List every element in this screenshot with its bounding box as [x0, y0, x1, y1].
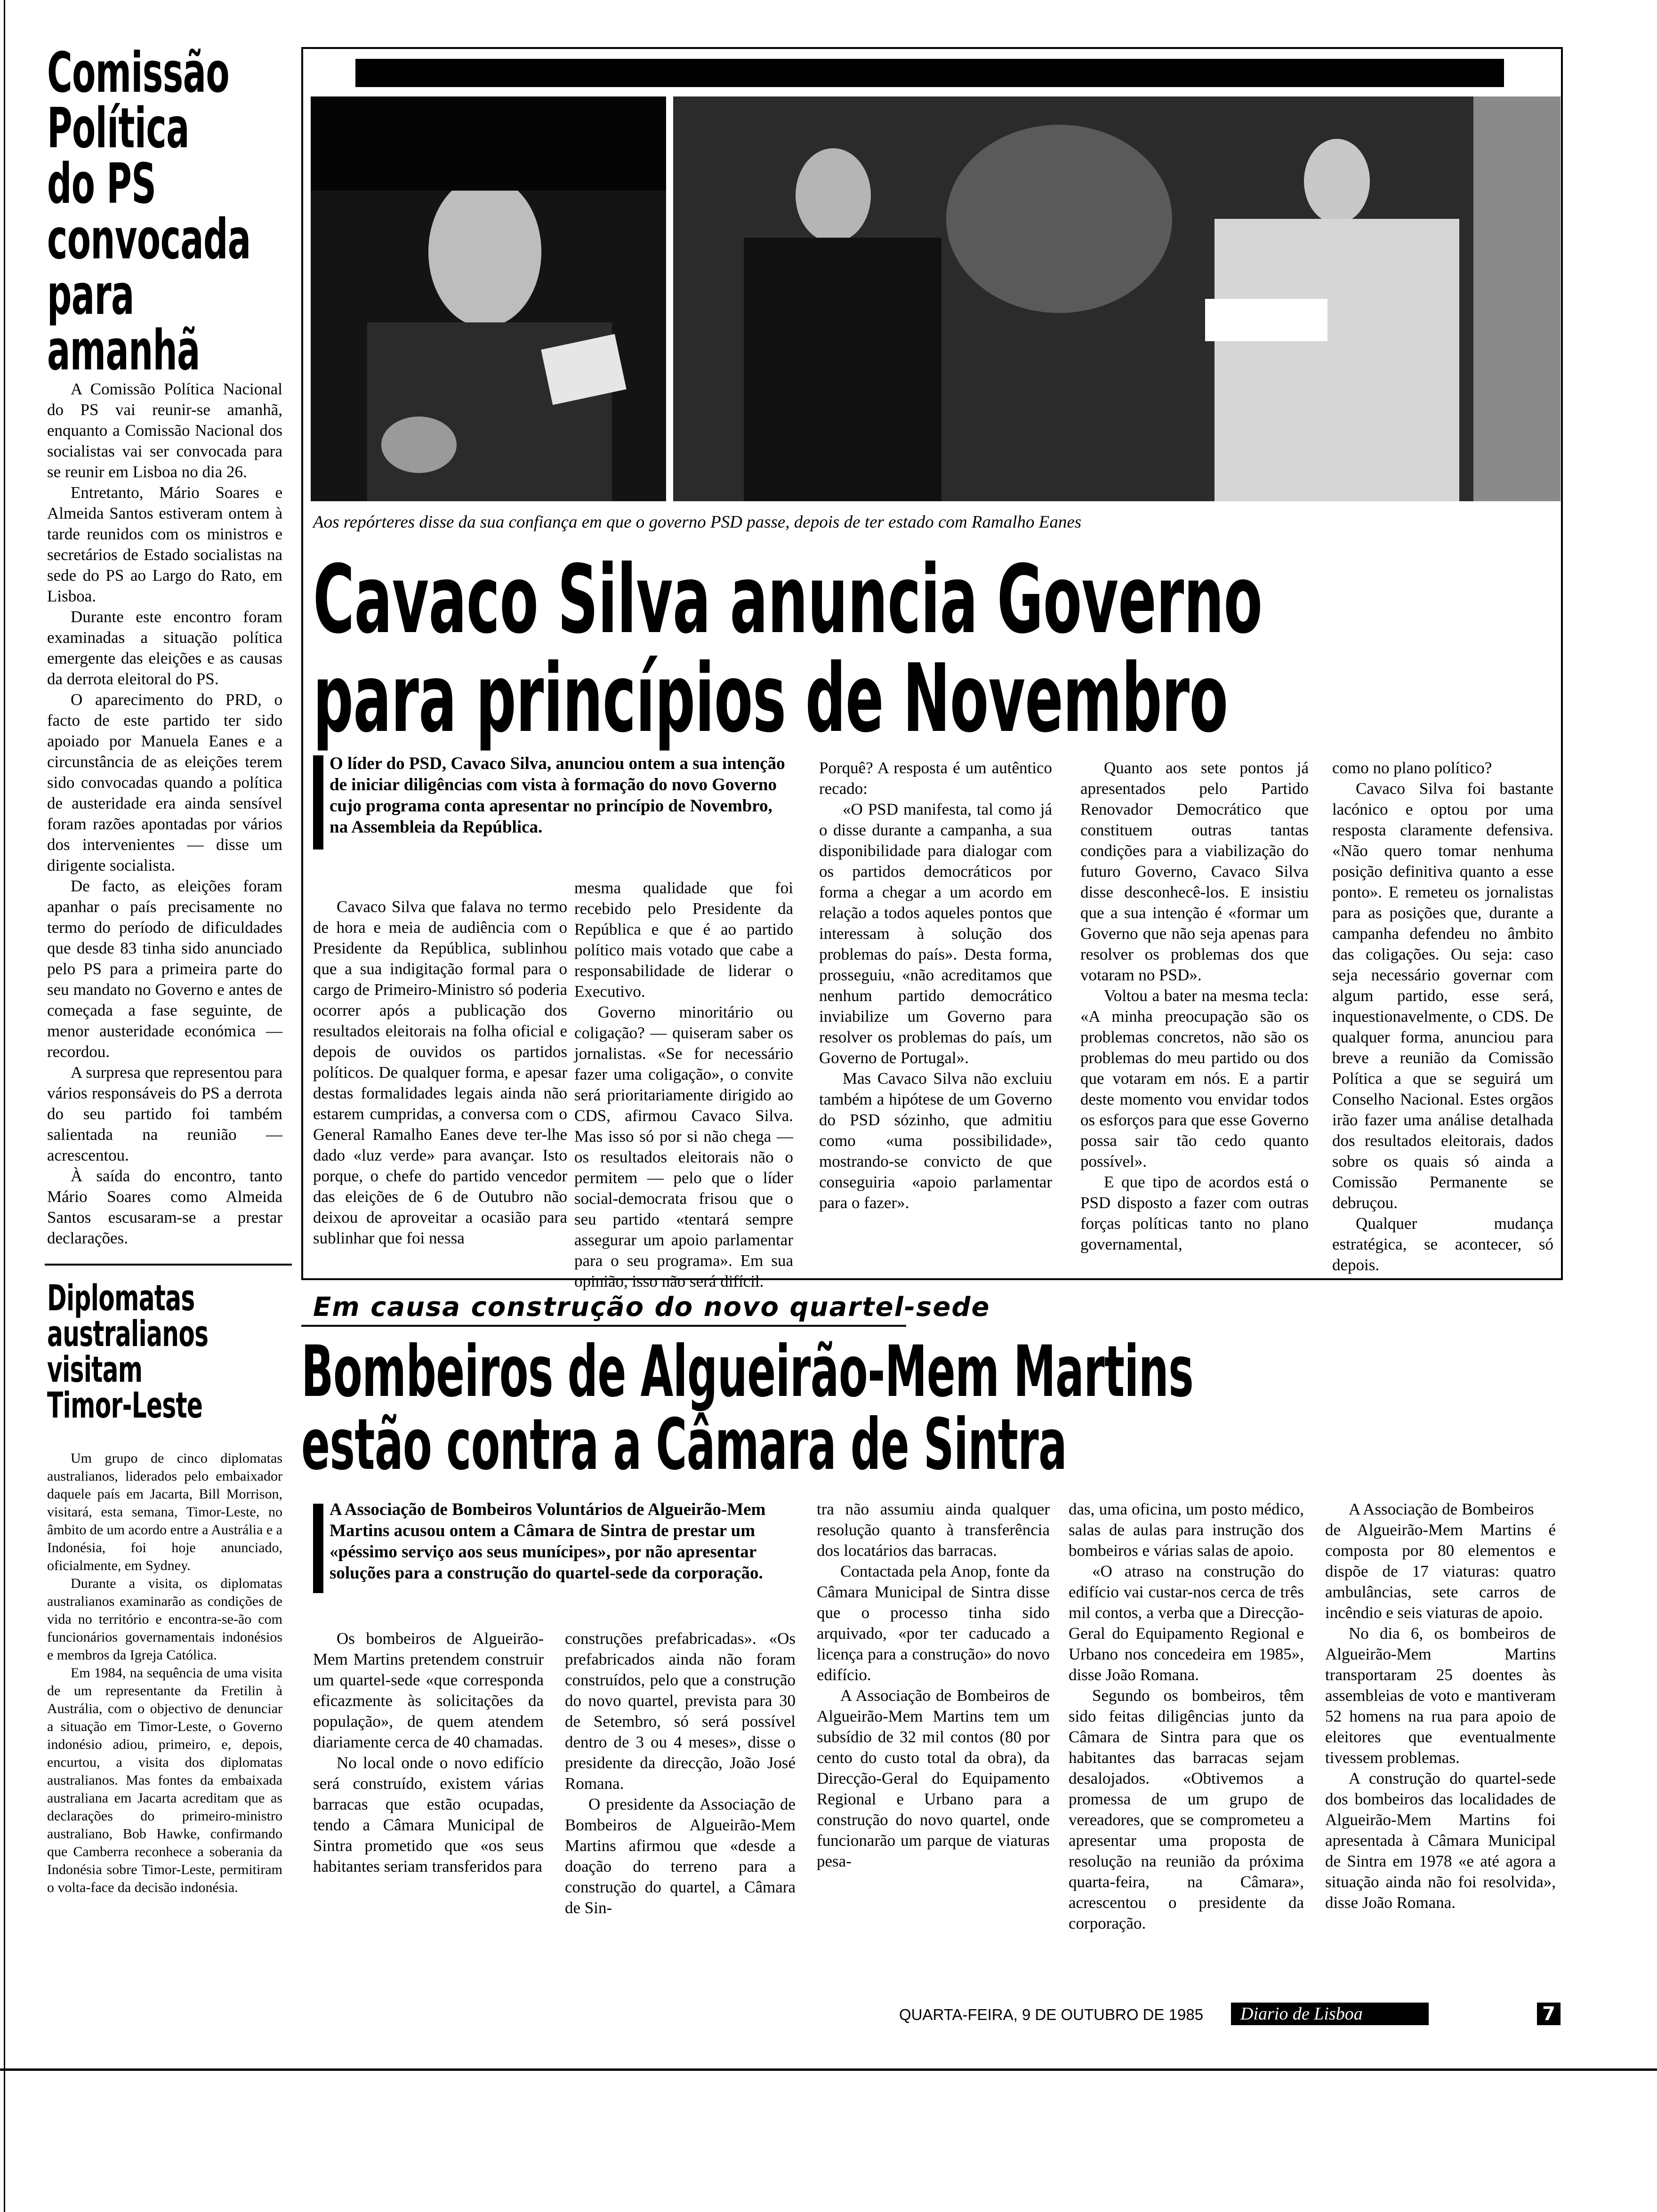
main-headline-line1: Cavaco Silva anuncia Governo	[313, 545, 1263, 655]
second-headline-line1: Bombeiros de Algueirão-Mem Martins	[301, 1331, 1194, 1413]
paragraph: A Associação de Bombeiros	[1349, 1500, 1534, 1518]
paragraph: De facto, as eleições foram apanhar o país precisamente no termo do período de dificuldades que desde 83 tinha sido anunciado pelo PS para a primeira parte do seu mandato no Governo e antes de começada a fase seguinte, de menor austeridade económica — recordou.	[47, 877, 282, 1061]
divider	[45, 1264, 292, 1266]
paragraph: construções prefabricadas». «Os prefabricados ainda não foram construídos, pelo que a construção do novo quartel, prevista para 30 de Setembro, só será possível dentro de 3 ou 4 meses», disse o presidente da direcção, João José Romana.	[565, 1629, 796, 1793]
paragraph: Segundo os bombeiros, têm sido feitas diligências junto da Câmara de Sintra para que os habitantes das barracas sejam desalojados. «Obtivemos a promessa de um grupo de vereadores, que se comprometeu a apresentar uma proposta de resolução na reunião da próxima quarta-feira, na Câmara», acrescentou o presidente da corporação.	[1069, 1686, 1304, 1932]
side1-headline-line: do PS	[47, 151, 156, 216]
paragraph: Durante este encontro foram examinadas a situação política emergente das eleições e as causas da derrota eleitoral do PS.	[47, 608, 282, 688]
paragraph: Os bombeiros de Algueirão-Mem Martins pretendem construir um quartel-sede «que corresponda eficazmente às solicitações da população», de quem atendem diariamente cerca de 40 chamadas.	[313, 1629, 544, 1751]
photo-cavaco-eanes	[673, 96, 1560, 501]
issue-date: QUARTA-FEIRA, 9 DE OUTUBRO DE 1985	[899, 2006, 1204, 2023]
paragraph: À saída do encontro, tanto Mário Soares como Almeida Santos escusaram-se a prestar declarações.	[47, 1167, 282, 1247]
paragraph: Porquê? A resposta é um autêntico recado:	[819, 759, 1052, 798]
top-black-bar	[355, 59, 1504, 87]
paragraph: O presidente da Associação de Bombeiros de Algueirão-Mem Martins afirmou que «desde a doação do terreno para a construção do quartel, a Câmara de Sin-	[565, 1795, 796, 1917]
paragraph: Voltou a bater na mesma tecla: «A minha preocupação são os problemas concretos, não são os problemas do meu partido ou dos que votaram em nós. E a partir deste momento vou envidar todos os esforços para que esse Governo possa sair tão cedo quanto possível».	[1080, 986, 1309, 1170]
paragraph: Entretanto, Mário Soares e Almeida Santos estiveram ontem à tarde reunidos com os ministros e secretários de Estado socialistas na sede do PS ao Largo do Rato, em Lisboa.	[47, 483, 282, 605]
side1-headline-line: amanhã	[47, 318, 200, 383]
second-col-1	[313, 1628, 544, 1996]
second-col-5	[1325, 1499, 1556, 1996]
photo-cavaco-reporters	[311, 96, 666, 501]
main-col-2	[574, 878, 793, 1290]
main-col-5	[1332, 758, 1553, 1274]
photo-caption: Aos repórteres disse da sua confiança em que o governo PSD passe, depois de ter estado com Ramalho Eanes	[313, 513, 1082, 532]
side1-headline-line: Comissão	[47, 40, 230, 105]
masthead: Diario de Lisboa	[1231, 2003, 1429, 2025]
lead-marker	[313, 755, 323, 850]
side2-headline-line: Timor-Leste	[47, 1384, 203, 1426]
paragraph: A Comissão Política Nacional do PS vai reunir-se amanhã, enquanto a Comissão Nacional dos socialistas vai ser convocada para se reunir em Lisboa no dia 26.	[47, 380, 282, 481]
kicker-underline	[301, 1325, 906, 1327]
paragraph: Qualquer mudança estratégica, se acontecer, só depois.	[1332, 1214, 1553, 1274]
paragraph: No dia 6, os bombeiros de Algueirão-Mem Martins transportaram 25 doentes às assembleias de voto e mantiveram 52 homens na rua para apoio de eleitores que eventualmente tivessem problemas.	[1325, 1624, 1556, 1767]
paragraph: «O atraso na construção do edifício vai custar-nos cerca de três mil contos, a verba que a Direcção-Geral do Equipamento Regional e Urbano nos concedeira em 1985», disse João Romana.	[1069, 1562, 1304, 1684]
paragraph: Cavaco Silva que falava no termo de hora e meia de audiência com o Presidente da República, sublinhou que a sua indigitação formal para o cargo de Primeiro-Ministro só poderia ocorrer após a publicação dos resultados eleitorais na folha oficial e depois de ouvidos os partidos políticos. De qualquer forma, e apesar destas formalidades legais ainda não estarem cumpridas, a conversa com o General Ramalho Eanes deve ter-lhe dado «luz verde» para avançar. Isto porque, o chefe do partido vencedor das eleições de 6 de Outubro não deixou de aproveitar a ocasião para sublinhar que foi nessa	[313, 898, 567, 1247]
side1-body	[47, 379, 282, 1259]
second-col-3	[817, 1499, 1050, 1996]
second-kicker: Em causa construção do novo quartel-sede	[313, 1292, 990, 1322]
second-col-2	[565, 1628, 796, 1996]
paragraph: Governo minoritário ou coligação? — quiseram saber os jornalistas. «Se for necessário fazer uma coligação», o convite será prioritariamente dirigido ao CDS, afirmou Cavaco Silva. Mas isso só por si não chega — os resultados eleitorais não o permitem — pelo que o líder social-democrata frisou que o seu partido «tentará sempre assegurar um apoio parlamentar para o seu programa». Em sua opinião, isso não será difícil.	[574, 1003, 793, 1290]
paragraph: de Algueirão-Mem Martins é composta por 80 elementos e dispõe de 17 viaturas: quatro ambulâncias, sete carros de incêndio e seis viaturas de apoio.	[1325, 1521, 1556, 1622]
side2-headline-line: visitam	[47, 1348, 143, 1390]
side1-headline-line: convocada	[47, 207, 251, 272]
photo-image	[673, 96, 1560, 501]
side1-headline	[47, 40, 292, 383]
paragraph: A Associação de Bombeiros de Algueirão-Mem Martins tem um subsídio de 32 mil contos (80 por cento do custo total da obra), da Direcção-Geral do Equipamento Regional e Urbano para a construção do novo quartel, onde funcionarão um parque de viaturas pesa-	[817, 1686, 1050, 1870]
paragraph: Quanto aos sete pontos já apresentados pelo Partido Renovador Democrático que constituem outras tantas condições para a viabilização do futuro Governo, Cavaco Silva disse desconhecê-los. E insistiu que a sua intenção é «formar um Governo que não seja apenas para resolver os problemas dos que votaram no PSD».	[1080, 759, 1309, 984]
paragraph: Durante a visita, os diplomatas australianos examinarão as condições de vida no território e encontra-se-ão com funcionários governamentais indonésios e membros da Igreja Católica.	[47, 1576, 282, 1663]
paragraph: mesma qualidade que foi recebido pelo Presidente da República e que é ao partido político mais votado que cabe a responsabilidade de liderar o Executivo.	[574, 879, 793, 1001]
page-number: 7	[1537, 2003, 1560, 2025]
lead-marker	[313, 1504, 323, 1593]
main-col-3	[819, 758, 1052, 1264]
main-col-4	[1080, 758, 1309, 1264]
paragraph: das, uma oficina, um posto médico, salas de aulas para instrução dos bombeiros e várias salas de apoio.	[1069, 1500, 1304, 1560]
paragraph: Contactada pela Anop, fonte da Câmara Municipal de Sintra disse que o processo tinha sido arquivado, «por ter caducado a licença para a construção» do novo edifício.	[817, 1562, 1050, 1684]
paragraph: Mas Cavaco Silva não excluiu também a hipótese de um Governo do PSD sózinho, que admitiu como «uma possibilidade», mostrando-se convicto de que conseguiria «apoio parlamentar para o fazer».	[819, 1069, 1052, 1212]
paragraph: como no plano político?	[1332, 759, 1492, 777]
paragraph: No local onde o novo edifício será construído, existem várias barracas que estão ocupadas, tendo a Câmara Municipal de Sintra prometido que «os seus habitantes seriam transferidos para	[313, 1754, 544, 1875]
paragraph: Em 1984, na sequência de uma visita de um representante da Fretilin à Austrália, com o objectivo de denunciar a situação em Timor-Leste, o Governo indonésio adiou, primeiro, e, depois, encurtou, a visita dos diplomatas australianos. Mas fontes da embaixada australiana em Jacarta acreditam que as declarações do primeiro-ministro australiano, Bob Hawke, confirmando que Camberra reconhece a soberania da Indonésia sobre Timor-Leste, permitiram o volta-face da decisão indonésia.	[47, 1665, 282, 1895]
side1-headline-line: para	[47, 262, 134, 327]
paragraph: tra não assumiu ainda qualquer resolução quanto à transferência dos locatários das barracas.	[817, 1500, 1050, 1560]
page-bottom-rule	[0, 2068, 1657, 2071]
side2-headline	[47, 1277, 292, 1426]
paragraph: E que tipo de acordos está o PSD disposto a fazer com outras forças políticas tanto no plano governamental,	[1080, 1173, 1309, 1253]
main-lead: O líder do PSD, Cavaco Silva, anunciou ontem a sua intenção de iniciar diligências com vista à formação do novo Governo cujo programa conta apresentar no princípio de Novembro, na Assembleia da República.	[330, 754, 785, 837]
paragraph: A surpresa que representou para vários responsáveis do PS a derrota do seu partido foi também salientada na reunião — acrescentou.	[47, 1063, 282, 1164]
photo-image	[311, 96, 666, 501]
main-headline-line2: para princípios de Novembro	[313, 644, 1228, 753]
main-col-1	[313, 897, 567, 1264]
second-headline-line2: estão contra a Câmara de Sintra	[301, 1404, 1067, 1486]
paragraph: «O PSD manifesta, tal como já o disse durante a campanha, a sua disponibilidade para dialogar com os partidos democráticos por forma a chegar a um acordo em relação a todos aqueles pontos que interessam à solução dos problemas do país». Desta forma, prosseguiu, «não acreditamos que nenhum partido democrático inviabilize um Governo para resolver os problemas do país, um Governo de Portugal».	[819, 800, 1052, 1067]
page-left-edge	[4, 0, 5, 2212]
paragraph: Cavaco Silva foi bastante lacónico e optou por uma resposta claramente defensiva. «Não quero tomar nenhuma posição definitiva quanto a esse ponto». E remeteu os jornalistas para as posições que, durante a campanha defendeu no âmbito das coligações. Ou seja: caso seja necessário governar com algum partido, esse será, inquestionavelmente, o CDS. De qualquer forma, anunciou para breve a reunião da Comissão Política a que se seguirá um Conselho Nacional. Estes orgãos irão fazer uma análise detalhada dos resultados eleitorais, dados sobre os quais só ainda a Comissão Permanente se debruçou.	[1332, 779, 1553, 1212]
side1-headline-line: Política	[47, 96, 189, 160]
second-lead: A Associação de Bombeiros Voluntários de Algueirão-Mem Martins acusou ontem a Câmara de Sintra de prestar um «péssimo serviço aos seus munícipes», por não apresentar soluções para a construção do quartel-sede da corporação.	[330, 1500, 766, 1583]
second-col-4	[1069, 1499, 1304, 1996]
paragraph: O aparecimento do PRD, o facto de este partido ter sido apoiado por Manuela Eanes e a circunstância de as eleições terem sido convocadas quando a política de austeridade era ainda sensível foram razões apontadas por vários dos intervenientes — disse um dirigente socialista.	[47, 690, 282, 874]
paragraph: Um grupo de cinco diplomatas australianos, liderados pelo embaixador daquele país em Jacarta, Bill Morrison, visitará, esta semana, Timor-Leste, no âmbito de um acordo entre a Austrália e a Indonésia, foi hoje anunciado, oficialmente, em Sydney.	[47, 1451, 282, 1573]
side2-body	[47, 1450, 282, 2014]
side2-headline-line: australianos	[47, 1313, 209, 1354]
paragraph: A construção do quartel-sede dos bombeiros das localidades de Algueirão-Mem Martins foi apresentada à Câmara Municipal de Sintra em 1978 «e até agora a situação ainda não foi resolvida», disse João Romana.	[1325, 1769, 1556, 1912]
side2-headline-line: Diplomatas	[47, 1277, 195, 1319]
